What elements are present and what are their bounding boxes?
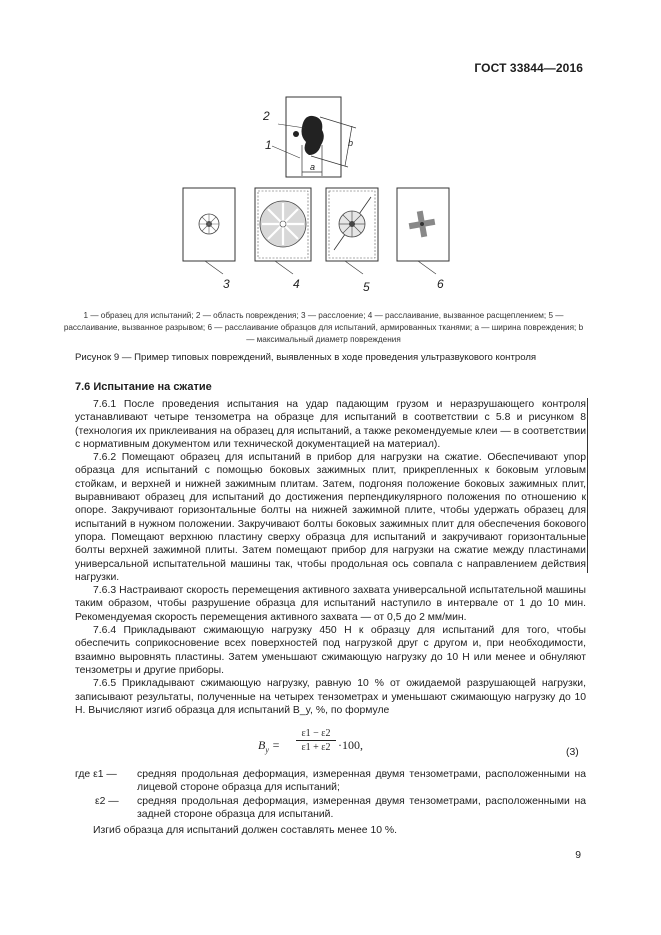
formula-fraction: [296, 728, 336, 753]
section-body: [75, 398, 586, 717]
formula-tail: ·100,: [338, 738, 363, 752]
paragraph-7-6-2: 7.6.2 Помещают образец для испытаний в прибор для нагрузки на сжатие. Обеспечивают упор образца для испытаний с помощью боковых зажимных плит, прикрепленных к боковым угловым стойкам, и верхней и нижней зажимным плитам. Затем, подгоняя положение боковых зажимных плит, выравнивают образец для испытаний до достижения перпендикулярного положения по отношению к опоре. Закручивают горизонтальные болты на нижней зажимной плите, чтобы удержать образец для испытаний в нужном положении. Закручивают болты боковых зажимных плит для обеспечения бокового упора. Помещают верхнюю пластину сверху образца для испытаний и закручивают горизонтальные болты верхней зажимной плиты. Затем помещают прибор для нагрузки на сжатие между пластинами универсальной испытательной машины так, чтобы продольная ось совпала с направлением действия нагрузки.: [75, 452, 586, 583]
page-number: 9: [575, 850, 581, 861]
where-intro: где ε1 —: [75, 769, 117, 780]
callout-6: 6: [437, 277, 444, 291]
where-block: [75, 768, 586, 821]
callout-5: 5: [363, 280, 370, 294]
formula-numerator: ε1 − ε2: [296, 728, 336, 741]
damage-figure: [0, 0, 661, 300]
where-item-2: [75, 795, 586, 822]
figure-legend: 1 — образец для испытаний; 2 — область повреждения; 3 — расслоение; 4 — расслаивание, вызванное расщеплением; 5 — расслаивание, вызванное разрывом; 6 — расслаивание образцов для испытаний, армированных тканями; a — ширина повреждения; b — максимальный диаметр повреждения: [63, 311, 584, 344]
final-sentence: Изгиб образца для испытаний должен составлять менее 10 %.: [93, 825, 398, 836]
paragraph-7-6-3: 7.6.3 Настраивают скорость перемещения активного захвата универсальной испытательной машины таким образом, чтобы разрушение образца для испытаний наступило в интервале от 1 до 10 мин. Рекомендуемая скорость перемещения активного захвата — от 0,5 до 2 мм/мин.: [75, 585, 586, 623]
callout-1: 1: [265, 138, 272, 152]
formula-lhs: $B_y$ =: [258, 738, 281, 755]
change-marker: [587, 398, 588, 573]
where-item-2-text: средняя продольная деформация, измеренная двумя тензометрами, расположенными на задней стороне образца для испытаний.: [137, 795, 586, 820]
paragraph-7-6-5: 7.6.5 Прикладывают сжимающую нагрузку, равную 10 % от ожидаемой разрушающей нагрузки, записывают результаты, полученные на четырех тензометрах и уменьшают сжимающую нагрузку до 10 Н. Вычисляют изгиб образца для испытаний B_y, %, по формуле: [75, 678, 586, 716]
callout-2: 2: [263, 109, 270, 123]
where-item-1-text: средняя продольная деформация, измеренная двумя тензометрами, расположенными на лицевой стороне образца для испытаний;: [137, 769, 586, 794]
where-item-2-symbol: ε2 —: [95, 795, 119, 807]
document-header: ГОСТ 33844—2016: [474, 61, 583, 75]
where-item-1: [75, 768, 586, 795]
paragraph-7-6-1: 7.6.1 После проведения испытания на удар падающим грузом и неразрушающего контроля устанавливают четыре тензометра на образце для испытаний в соответствии с 5.8 и рисунком 8 (технология их приклеивания на образец для испытаний, а также рекомендуемые клеи — в соответствии с нормативным документом или технической документацией на материал).: [75, 399, 586, 450]
figure-caption: Рисунок 9 — Пример типовых повреждений, выявленных в ходе проведения ультразвукового контроля: [75, 352, 537, 363]
paragraph-7-6-4: 7.6.4 Прикладывают сжимающую нагрузку 450 Н к образцу для испытаний для того, чтобы обеспечить соприкосновение всех поверхностей под нагрузкой друг с другом и, при необходимости, взаимно выровнять пластины. Затем уменьшают сжимающую нагрузку до 10 Н или менее и обнуляют тензометры и другие приборы.: [75, 625, 586, 676]
callout-3: 3: [223, 277, 230, 291]
callout-4: 4: [293, 277, 300, 291]
section-title: 7.6 Испытание на сжатие: [75, 381, 212, 393]
dim-label-b: b: [348, 138, 354, 148]
dim-label-a: a: [310, 162, 316, 172]
equation-number: (3): [566, 747, 579, 758]
formula-denominator: ε1 + ε2: [301, 742, 331, 753]
